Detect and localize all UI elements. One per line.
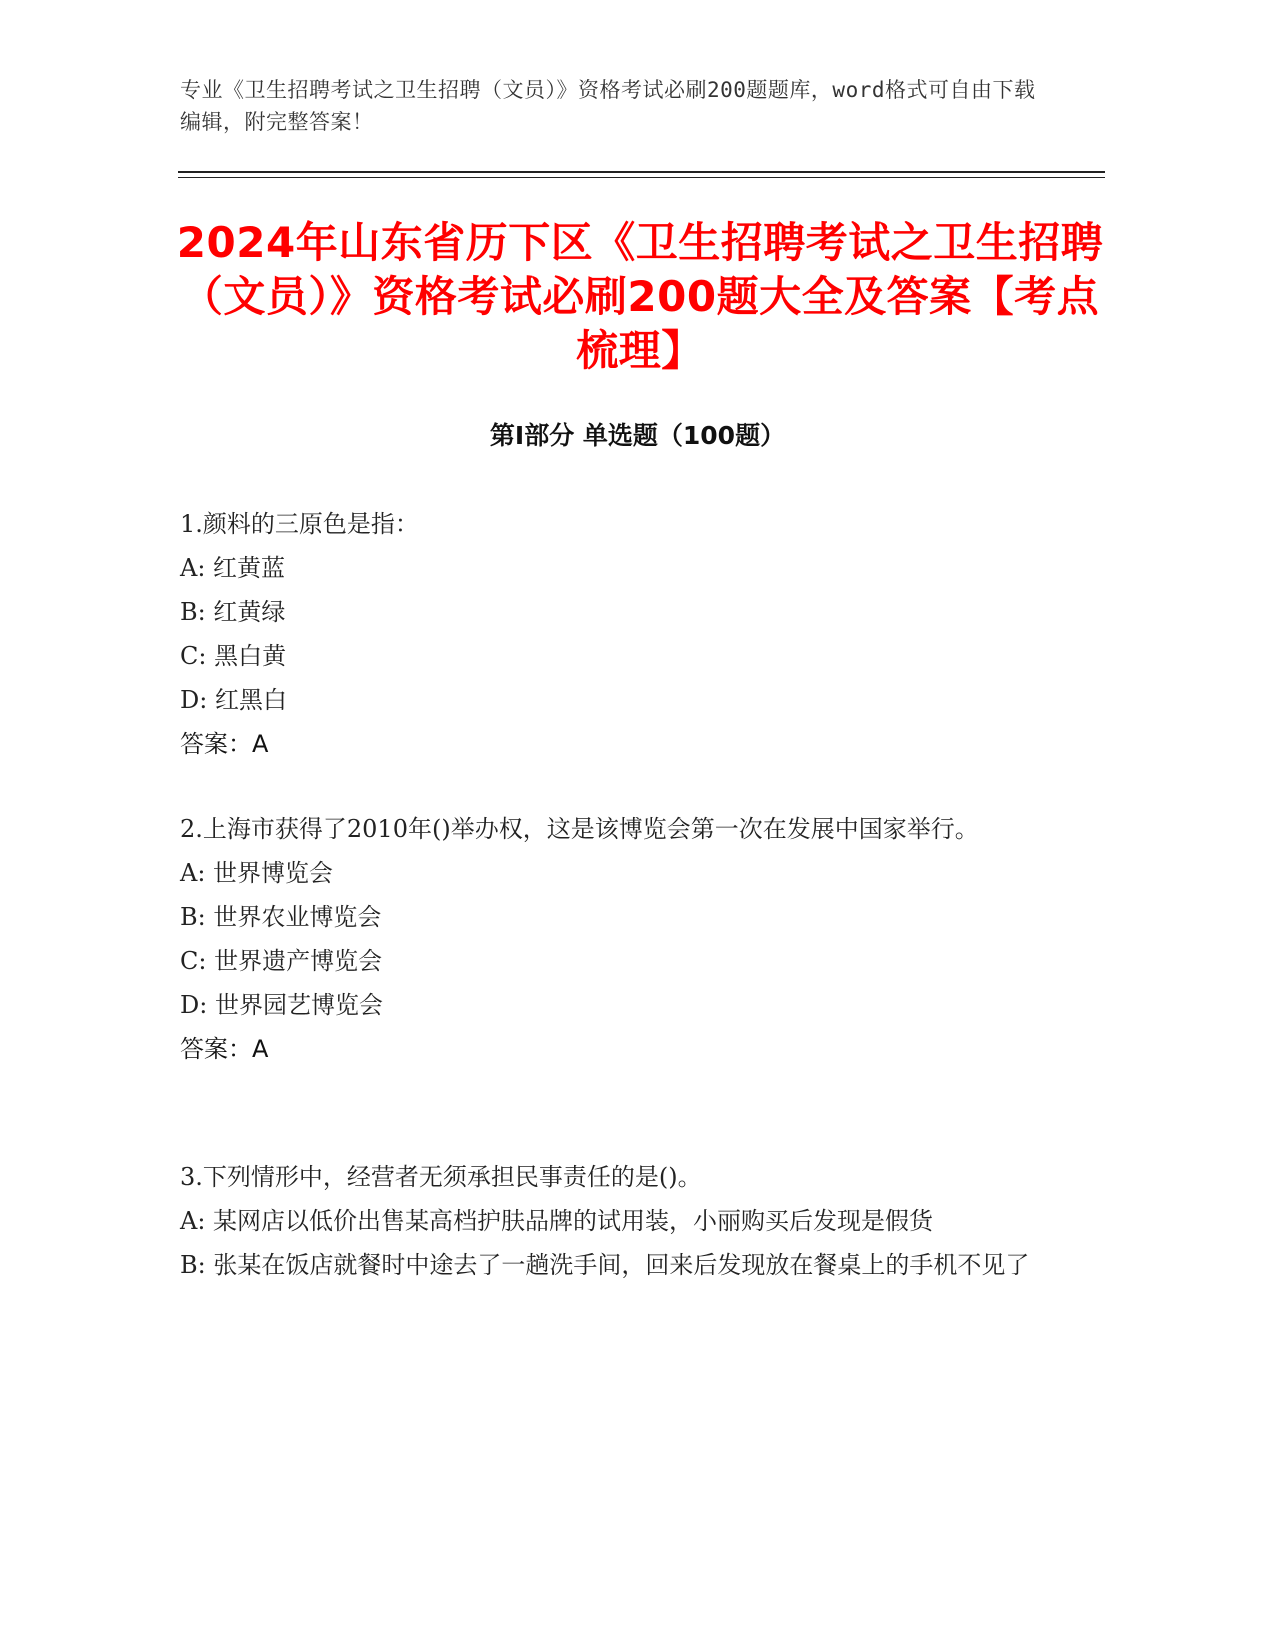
option-a: A: 红黄蓝 <box>180 554 286 582</box>
header-divider-thin <box>178 177 1105 178</box>
option-b: B: 张某在饭店就餐时中途去了一趟洗手间，回来后发现放在餐桌上的手机不见了 <box>180 1251 1030 1279</box>
option-b: B: 世界农业博览会 <box>180 903 382 931</box>
option-a: A: 世界博览会 <box>180 859 334 887</box>
option-c: C: 世界遗产博览会 <box>180 947 383 975</box>
question-2 <box>180 807 1050 1071</box>
answer-label: 答案：A <box>180 730 269 758</box>
option-d: D: 红黑白 <box>180 686 287 714</box>
option-d: D: 世界园艺博览会 <box>180 991 383 1019</box>
document-title: 2024年山东省历下区《卫生招聘考试之卫生招聘（文员）》资格考试必刷200题大全及答案【考点梳理】 <box>176 218 1104 375</box>
header-divider-thick <box>178 171 1105 173</box>
option-c: C: 黑白黄 <box>180 642 287 670</box>
question-1 <box>180 502 1050 766</box>
option-b: B: 红黄绿 <box>180 598 286 626</box>
answer-label: 答案：A <box>180 1035 269 1063</box>
question-stem: 1.颜料的三原色是指： <box>180 510 419 538</box>
option-a: A: 某网店以低价出售某高档护肤品牌的试用装，小丽购买后发现是假货 <box>180 1207 934 1235</box>
header-note: 专业《卫生招聘考试之卫生招聘（文员）》资格考试必刷200题题库，word格式可自由下载编辑，附完整答案！ <box>180 78 1036 134</box>
question-3 <box>180 1155 1050 1287</box>
question-stem: 3.下列情形中，经营者无须承担民事责任的是()。 <box>180 1163 702 1191</box>
question-stem: 2.上海市获得了2010年()举办权，这是该博览会第一次在发展中国家举行。 <box>180 815 979 843</box>
section-title: 第Ⅰ部分 单选题（100题） <box>489 421 786 450</box>
